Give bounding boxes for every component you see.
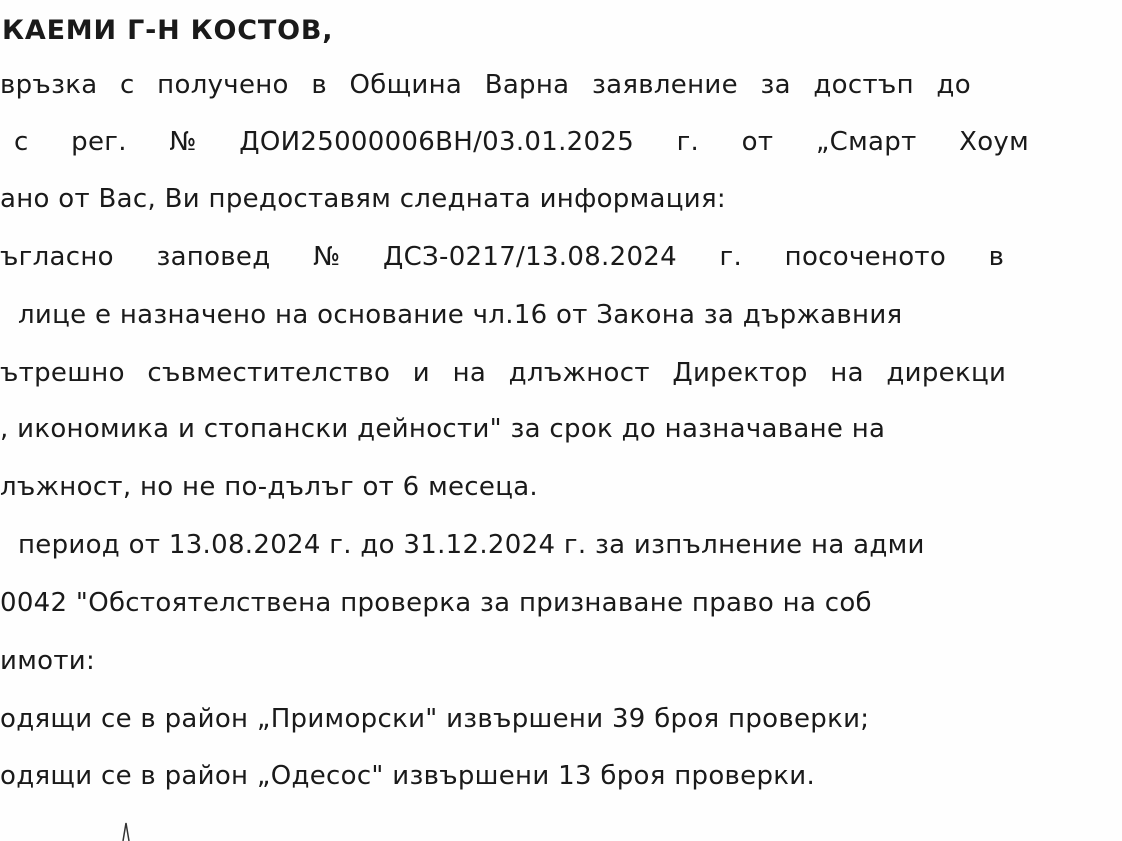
pen-mark	[121, 820, 131, 841]
paragraph-line-5: лице е назначено на основание чл.16 от Закона за държавния	[18, 300, 903, 330]
paragraph-line-10: 0042 "Обстоятелствена проверка за признаване право на соб	[0, 588, 872, 618]
paragraph-line-7: , икономика и стопански дейности" за срок до назначаване на	[0, 414, 886, 444]
salutation-heading: КАЕМИ Г-Н КОСТОВ,	[2, 15, 334, 46]
paragraph-line-4: ъгласно заповед № ДСЗ-0217/13.08.2024 г. посоченото в	[0, 242, 1005, 272]
paragraph-line-9: период от 13.08.2024 г. до 31.12.2024 г. за изпълнение на адми	[18, 530, 925, 560]
list-item-odesos: одящи се в район „Одесос" извършени 13 броя проверки.	[0, 761, 816, 791]
paragraph-line-11: имоти:	[0, 646, 96, 676]
paragraph-line-6: ътрешно съвместителство и на длъжност Директор на дирекци	[0, 358, 1007, 388]
paragraph-line-2: с рег. № ДОИ25000006ВН/03.01.2025 г. от „Смарт Хоум	[14, 127, 1030, 157]
list-item-primorski: одящи се в район „Приморски" извършени 39 броя проверки;	[0, 704, 870, 734]
paragraph-line-3: ано от Вас, Ви предоставям следната информация:	[0, 184, 726, 214]
paragraph-line-1: връзка с получено в Община Варна заявление за достъп до	[0, 70, 971, 100]
paragraph-line-8: лъжност, но не по-дълъг от 6 месеца.	[0, 472, 538, 502]
